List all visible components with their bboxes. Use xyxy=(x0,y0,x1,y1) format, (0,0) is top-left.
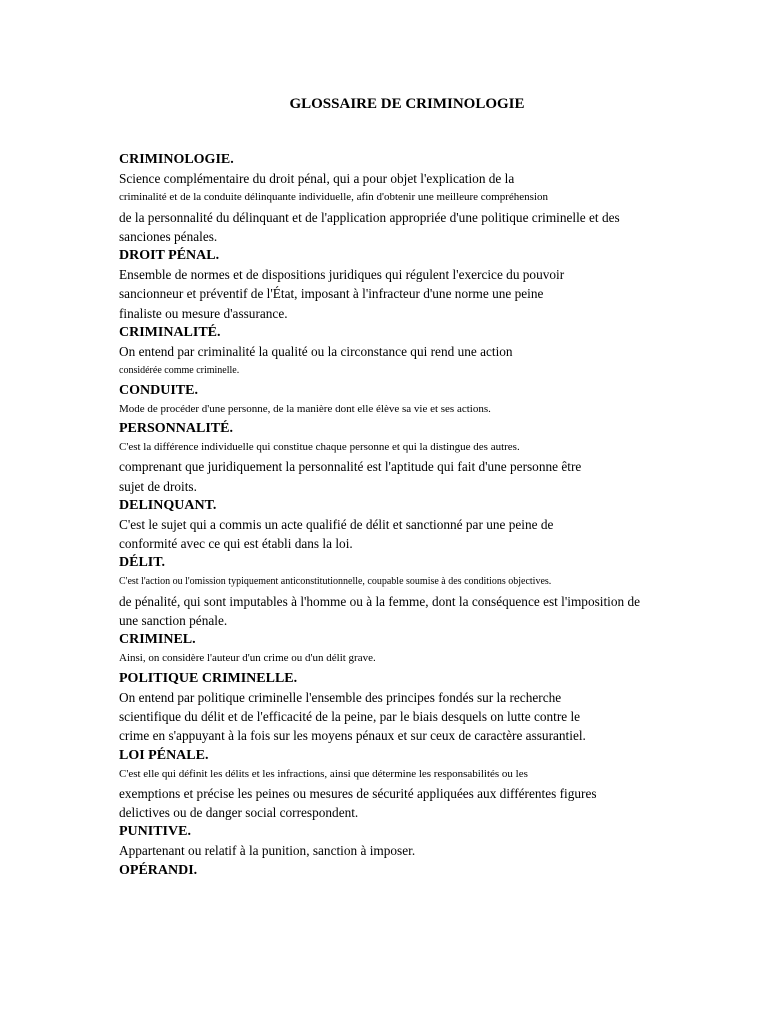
entry-term: CONDUITE. xyxy=(119,382,198,398)
definition-line: C'est l'action ou l'omission typiquement anticonstitutionnelle, coupable soumise à des conditions objectives. xyxy=(119,576,552,588)
entry-term: LOI PÉNALE. xyxy=(119,747,209,763)
definition-line: C'est la différence individuelle qui constitue chaque personne et qui la distingue des autres. xyxy=(119,440,520,453)
definition-line: exemptions et précise les peines ou mesures de sécurité appliquées aux différentes figures xyxy=(119,785,597,801)
glossary-entry xyxy=(119,630,719,668)
definition-line: de pénalité, qui sont imputables à l'homme ou à la femme, dont la conséquence est l'imposition de xyxy=(119,593,641,609)
glossary xyxy=(119,150,719,880)
definition-line: sanciones pénales. xyxy=(119,228,218,244)
glossary-entry xyxy=(119,746,719,823)
definition-line: On entend par criminalité la qualité ou la circonstance qui rend une action xyxy=(119,344,513,360)
definition-line: sujet de droits. xyxy=(119,478,197,494)
glossary-entry xyxy=(119,419,719,496)
definition-line: de la personnalité du délinquant et de l'application appropriée d'une politique criminelle et des xyxy=(119,209,620,225)
entry-term: DELINQUANT. xyxy=(119,497,217,513)
definition-line: C'est le sujet qui a commis un acte qualifié de délit et sanctionné par une peine de xyxy=(119,516,554,532)
definition-line: delictives ou de danger social correspondent. xyxy=(119,805,359,821)
entry-term: CRIMINALITÉ. xyxy=(119,325,221,341)
glossary-entry xyxy=(119,669,719,746)
glossary-entry xyxy=(119,496,719,554)
definition-line: Ainsi, on considère l'auteur d'un crime ou d'un délit grave. xyxy=(119,652,376,665)
glossary-entry xyxy=(119,150,719,246)
entry-term: DÉLIT. xyxy=(119,555,166,571)
entry-definition xyxy=(119,438,719,496)
entry-term: OPÉRANDI. xyxy=(119,862,198,878)
entry-term: PERSONNALITÉ. xyxy=(119,420,233,436)
glossary-entry xyxy=(119,381,719,419)
definition-line: On entend par politique criminelle l'ensemble des principes fondés sur la recherche xyxy=(119,689,562,705)
entry-definition xyxy=(119,515,719,554)
definition-line: finaliste ou mesure d'assurance. xyxy=(119,305,288,321)
entry-term: DROIT PÉNAL. xyxy=(119,248,220,264)
definition-line: considérée comme criminelle. xyxy=(119,365,240,377)
document-title: GLOSSAIRE DE CRIMINOLOGIE xyxy=(289,96,525,112)
entry-definition xyxy=(119,265,719,323)
entry-definition xyxy=(119,400,719,419)
definition-line: criminalité et de la conduite délinquante individuelle, afin d'obtenir une meilleure compréhension xyxy=(119,191,549,204)
definition-line: crime en s'appuyant à la fois sur les moyens pénaux et sur ceux de caractère assurantiel. xyxy=(119,728,586,744)
entry-definition xyxy=(119,342,719,381)
entry-definition xyxy=(119,765,719,823)
entry-definition xyxy=(119,572,719,630)
glossary-entry xyxy=(119,323,719,381)
entry-term: CRIMINEL. xyxy=(119,632,196,648)
definition-line: une sanction pénale. xyxy=(119,613,228,629)
definition-line: conformité avec ce qui est établi dans la loi. xyxy=(119,536,353,552)
entry-definition xyxy=(119,688,719,746)
entry-term: PUNITIVE. xyxy=(119,824,191,840)
entry-definition xyxy=(119,841,719,860)
glossary-entry xyxy=(119,822,719,860)
entry-definition xyxy=(119,649,719,668)
definition-line: Ensemble de normes et de dispositions juridiques qui régulent l'exercice du pouvoir xyxy=(119,267,565,283)
glossary-entry xyxy=(119,861,719,880)
definition-line: C'est elle qui définit les délits et les infractions, ainsi que détermine les responsabilités ou les xyxy=(119,767,528,780)
entry-term: POLITIQUE CRIMINELLE. xyxy=(119,670,298,686)
definition-line: Appartenant ou relatif à la punition, sanction à imposer. xyxy=(119,843,416,859)
glossary-entry xyxy=(119,246,719,323)
entry-definition xyxy=(119,169,719,246)
definition-line: scientifique du délit et de l'efficacité de la peine, par le biais desquels on lutte contre le xyxy=(119,708,581,724)
glossary-entry xyxy=(119,553,719,630)
definition-line: Mode de procéder d'une personne, de la manière dont elle élève sa vie et ses actions. xyxy=(119,402,491,415)
entry-term: CRIMINOLOGIE. xyxy=(119,152,234,167)
definition-line: comprenant que juridiquement la personnalité est l'aptitude qui fait d'une personne être xyxy=(119,459,582,475)
definition-line: Science complémentaire du droit pénal, qui a pour objet l'explication de la xyxy=(119,171,515,186)
definition-line: sancionneur et préventif de l'État, imposant à l'infracteur d'une norme une peine xyxy=(119,286,544,302)
